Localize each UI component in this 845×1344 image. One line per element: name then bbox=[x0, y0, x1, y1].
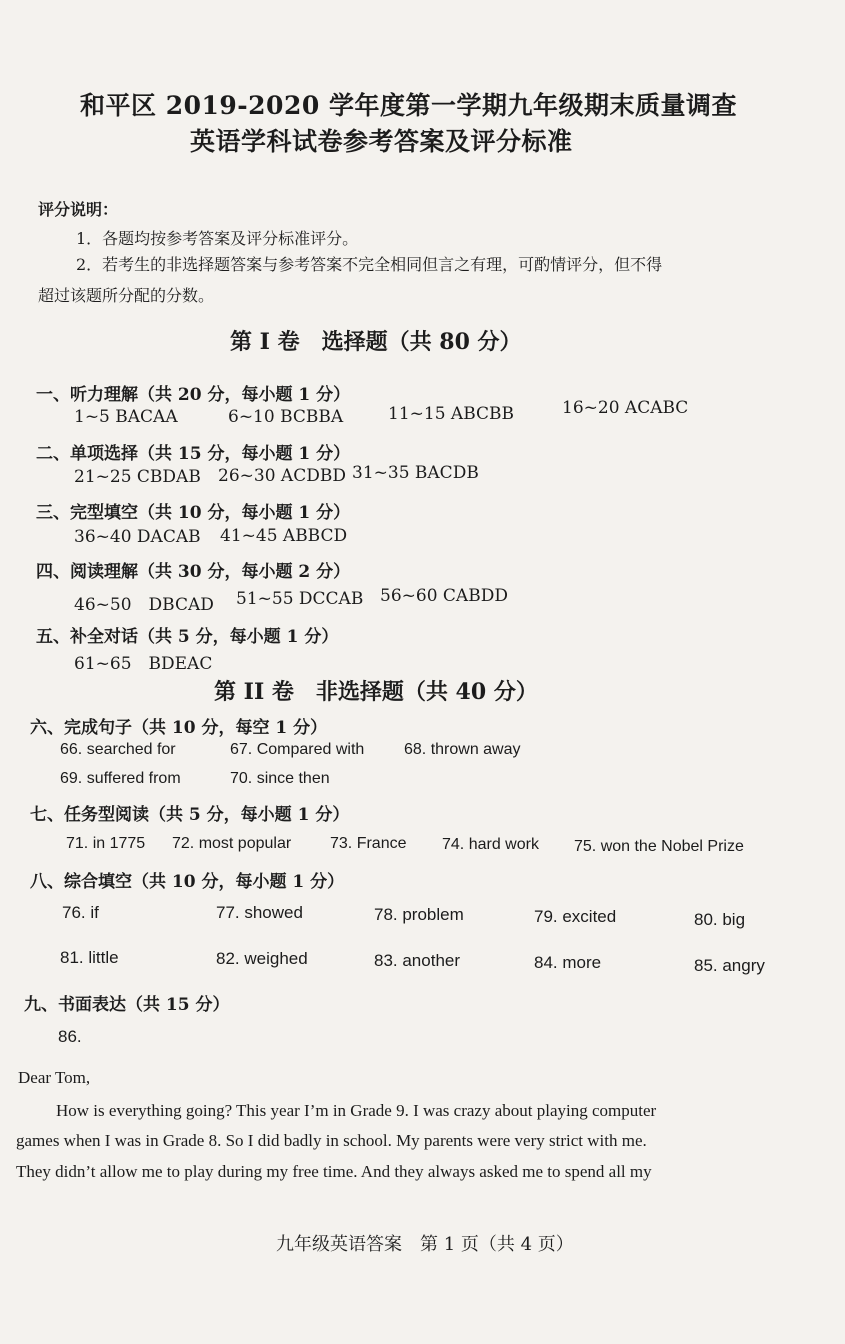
section4-answer-3: 56~60 CABDD bbox=[380, 586, 508, 606]
section2-answer-3: 31~35 BACDB bbox=[352, 463, 479, 483]
scoring-note-2-cont: 超过该题所分配的分数。 bbox=[38, 286, 215, 305]
section5-answer-1: 61~65 BDEAC bbox=[74, 654, 213, 674]
letter-line-2: games when I was in Grade 8. So I did badly in school. My parents were very strict with me. bbox=[16, 1131, 647, 1150]
section4-answer-1: 46~50 DBCAD bbox=[74, 595, 214, 615]
section6-title: 六、完成句子（共 10 分，每空 1 分） bbox=[30, 718, 328, 738]
answer-78: 78. problem bbox=[374, 905, 464, 924]
section1-answer-1: 1~5 BACAA bbox=[74, 407, 178, 427]
answer-72: 72. most popular bbox=[172, 835, 292, 852]
document-title-line1: 和平区 2019-2020 学年度第一学期九年级期末质量调查 bbox=[80, 91, 737, 120]
answer-74: 74. hard work bbox=[442, 836, 539, 853]
answer-83: 83. another bbox=[374, 951, 461, 970]
section1-answer-2: 6~10 BCBBA bbox=[228, 407, 344, 427]
section4-title: 四、阅读理解（共 30 分，每小题 2 分） bbox=[36, 562, 351, 582]
letter-line-1: How is everything going? This year I’m in Grade 9. I was crazy about playing computer bbox=[56, 1101, 657, 1120]
answer-80: 80. big bbox=[694, 910, 746, 929]
answer-81: 81. little bbox=[60, 948, 119, 967]
section1-answer-3: 11~15 ABCBB bbox=[388, 404, 514, 424]
page-footer: 九年级英语答案 第 1 页（共 4 页） bbox=[276, 1234, 574, 1255]
section9-title: 九、书面表达（共 15 分） bbox=[24, 995, 230, 1015]
answer-67: 67. Compared with bbox=[230, 741, 365, 758]
answer-86-number: 86. bbox=[58, 1027, 82, 1046]
answer-79: 79. excited bbox=[534, 907, 617, 926]
section2-answer-1: 21~25 CBDAB bbox=[74, 467, 201, 487]
answer-76: 76. if bbox=[62, 903, 99, 922]
part1-heading: 第 I 卷 选择题（共 80 分） bbox=[230, 329, 522, 355]
answer-68: 68. thrown away bbox=[404, 741, 521, 758]
answer-73: 73. France bbox=[330, 835, 407, 852]
answer-77: 77. showed bbox=[216, 903, 303, 922]
section4-answer-2: 51~55 DCCAB bbox=[236, 589, 364, 609]
section7-title: 七、任务型阅读（共 5 分，每小题 1 分） bbox=[30, 805, 350, 825]
section3-answer-1: 36~40 DACAB bbox=[74, 527, 201, 547]
answer-75: 75. won the Nobel Prize bbox=[574, 838, 744, 855]
answer-69: 69. suffered from bbox=[60, 770, 181, 787]
section2-title: 二、单项选择（共 15 分，每小题 1 分） bbox=[36, 444, 351, 464]
scoring-note-1: 1．各题均按参考答案及评分标准评分。 bbox=[76, 229, 359, 248]
letter-salutation: Dear Tom, bbox=[18, 1068, 91, 1087]
section1-answer-4: 16~20 ACABC bbox=[562, 398, 689, 418]
answer-70: 70. since then bbox=[230, 770, 330, 787]
section3-title: 三、完型填空（共 10 分，每小题 1 分） bbox=[36, 503, 351, 523]
letter-line-3: They didn’t allow me to play during my free time. And they always asked me to spend all my bbox=[16, 1162, 652, 1181]
section5-title: 五、补全对话（共 5 分，每小题 1 分） bbox=[36, 627, 339, 647]
part2-heading: 第 II 卷 非选择题（共 40 分） bbox=[214, 679, 538, 705]
answer-84: 84. more bbox=[534, 953, 602, 972]
section3-answer-2: 41~45 ABBCD bbox=[220, 526, 348, 546]
section8-title: 八、综合填空（共 10 分，每小题 1 分） bbox=[30, 872, 345, 892]
answer-66: 66. searched for bbox=[60, 741, 176, 758]
answer-82: 82. weighed bbox=[216, 949, 308, 968]
scoring-notes-heading: 评分说明： bbox=[38, 200, 119, 219]
section2-answer-2: 26~30 ACDBD bbox=[218, 466, 346, 486]
document-title-line2: 英语学科试卷参考答案及评分标准 bbox=[190, 127, 573, 156]
scoring-note-2: 2．若考生的非选择题答案与参考答案不完全相同但言之有理，可酌情评分，但不得 bbox=[76, 255, 663, 274]
answer-71: 71. in 1775 bbox=[66, 835, 146, 852]
answer-85: 85. angry bbox=[694, 956, 765, 975]
section1-title: 一、听力理解（共 20 分，每小题 1 分） bbox=[36, 385, 351, 405]
